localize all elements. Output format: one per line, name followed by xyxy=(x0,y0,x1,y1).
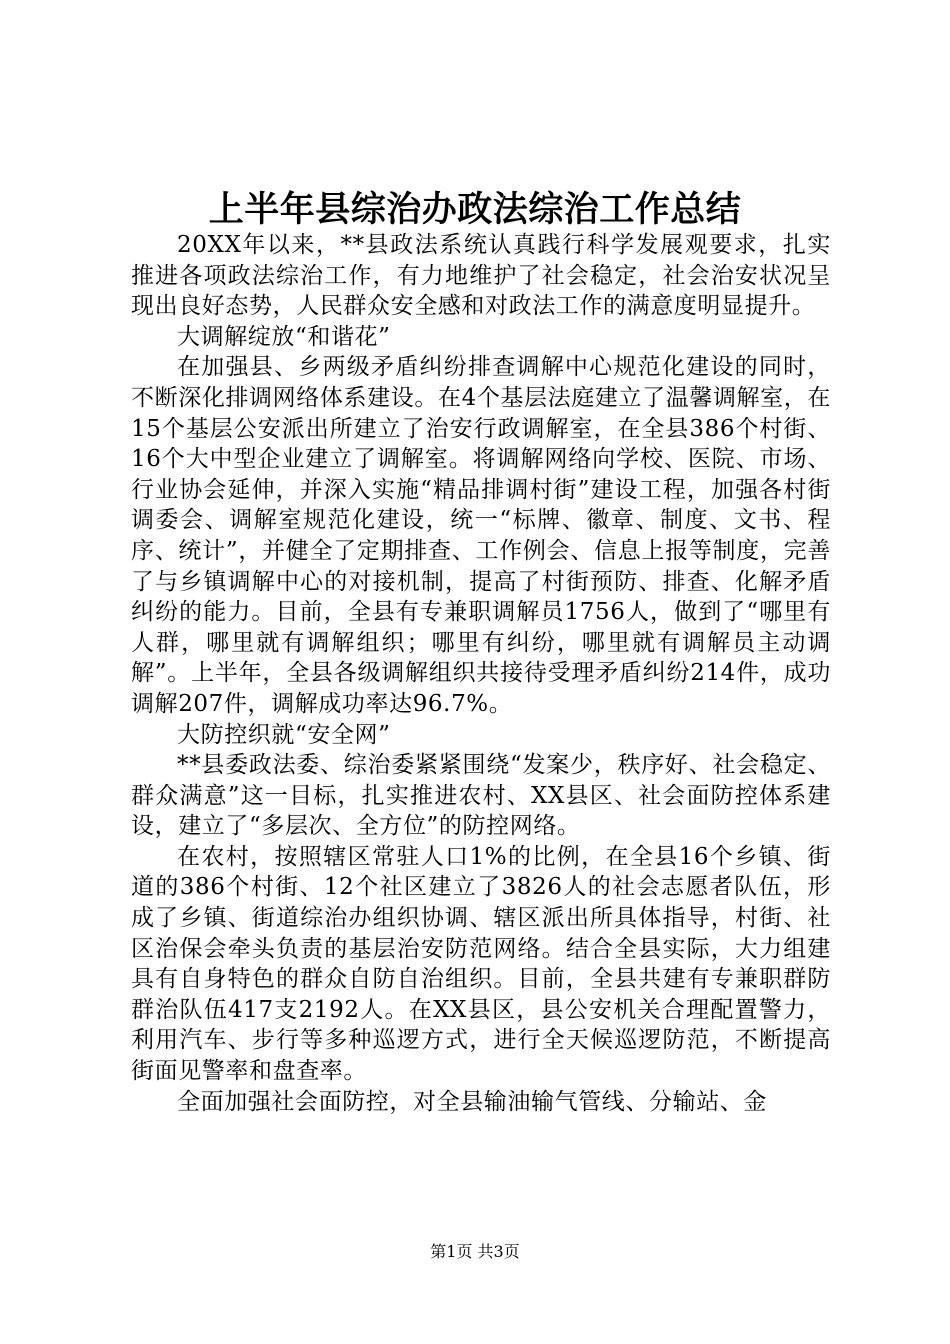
document-title: 上半年县综治办政法综治工作总结 xyxy=(208,189,742,230)
paragraph-social-prevention: 全面加强社会面防控，对全县输油输气管线、分输站、金 xyxy=(177,1088,767,1115)
document-body xyxy=(131,230,831,1117)
paragraph-intro: 20XX年以来，**县政法系统认真践行科学发展观要求，扎实推进各项政法综治工作，有力地维护了社会稳定，社会治安状况呈现出良好态势，人民群众安全感和对政法工作的满意度明显提升。 xyxy=(131,232,831,320)
section-heading-mediation: 大调解绽放“和谐花” xyxy=(177,323,391,350)
paragraph-prevention-goal: **县委政法委、综治委紧紧围绕“发案少，秩序好、社会稳定、群众满意”这一目标，扎实推进农村、XX县区、社会面防控体系建设，建立了“多层次、全方位”的防控网络。 xyxy=(131,752,831,840)
page-footer: 第1页 共3页 xyxy=(430,1242,520,1261)
paragraph-rural-prevention: 在农村，按照辖区常驻人口1%的比例，在全县16个乡镇、街道的386个村街、12个社区建立了3826人的社会志愿者队伍，形成了乡镇、街道综治办组织协调、辖区派出所具体指导，村街、社区治保会牵头负责的基层治安防范网络。结合全县实际，大力组建具有自身特色的群众自防自治组织。目前，全县共建有专兼职群防群治队伍417支2192人。在XX县区，县公安机关合理配置警力，利用汽车、步行等多种巡逻方式，进行全天候巡逻防范，不断提高街面见警率和盘查率。 xyxy=(131,843,831,1085)
paragraph-mediation: 在加强县、乡两级矛盾纠纷排查调解中心规范化建设的同时，不断深化排调网络体系建设。在4个基层法庭建立了温馨调解室，在15个基层公安派出所建立了治安行政调解室，在全县386个村街、16个大中型企业建立了调解室。将调解网络向学校、医院、市场、行业协会延伸，并深入实施“精品排调村街”建设工程，加强各村街调委会、调解室规范化建设，统一“标牌、徽章、制度、文书、程序、统计”，并健全了定期排查、工作例会、信息上报等制度，完善了与乡镇调解中心的对接机制，提高了村街预防、排查、化解矛盾纠纷的能力。目前，全县有专兼职调解员1756人，做到了“哪里有人群，哪里就有调解组织；哪里有纠纷，哪里就有调解员主动调解”。上半年，全县各级调解组织共接待受理矛盾纠纷214件，成功调解207件，调解成功率达96.7%。 xyxy=(131,354,831,717)
section-heading-prevention: 大防控织就“安全网” xyxy=(177,721,391,748)
